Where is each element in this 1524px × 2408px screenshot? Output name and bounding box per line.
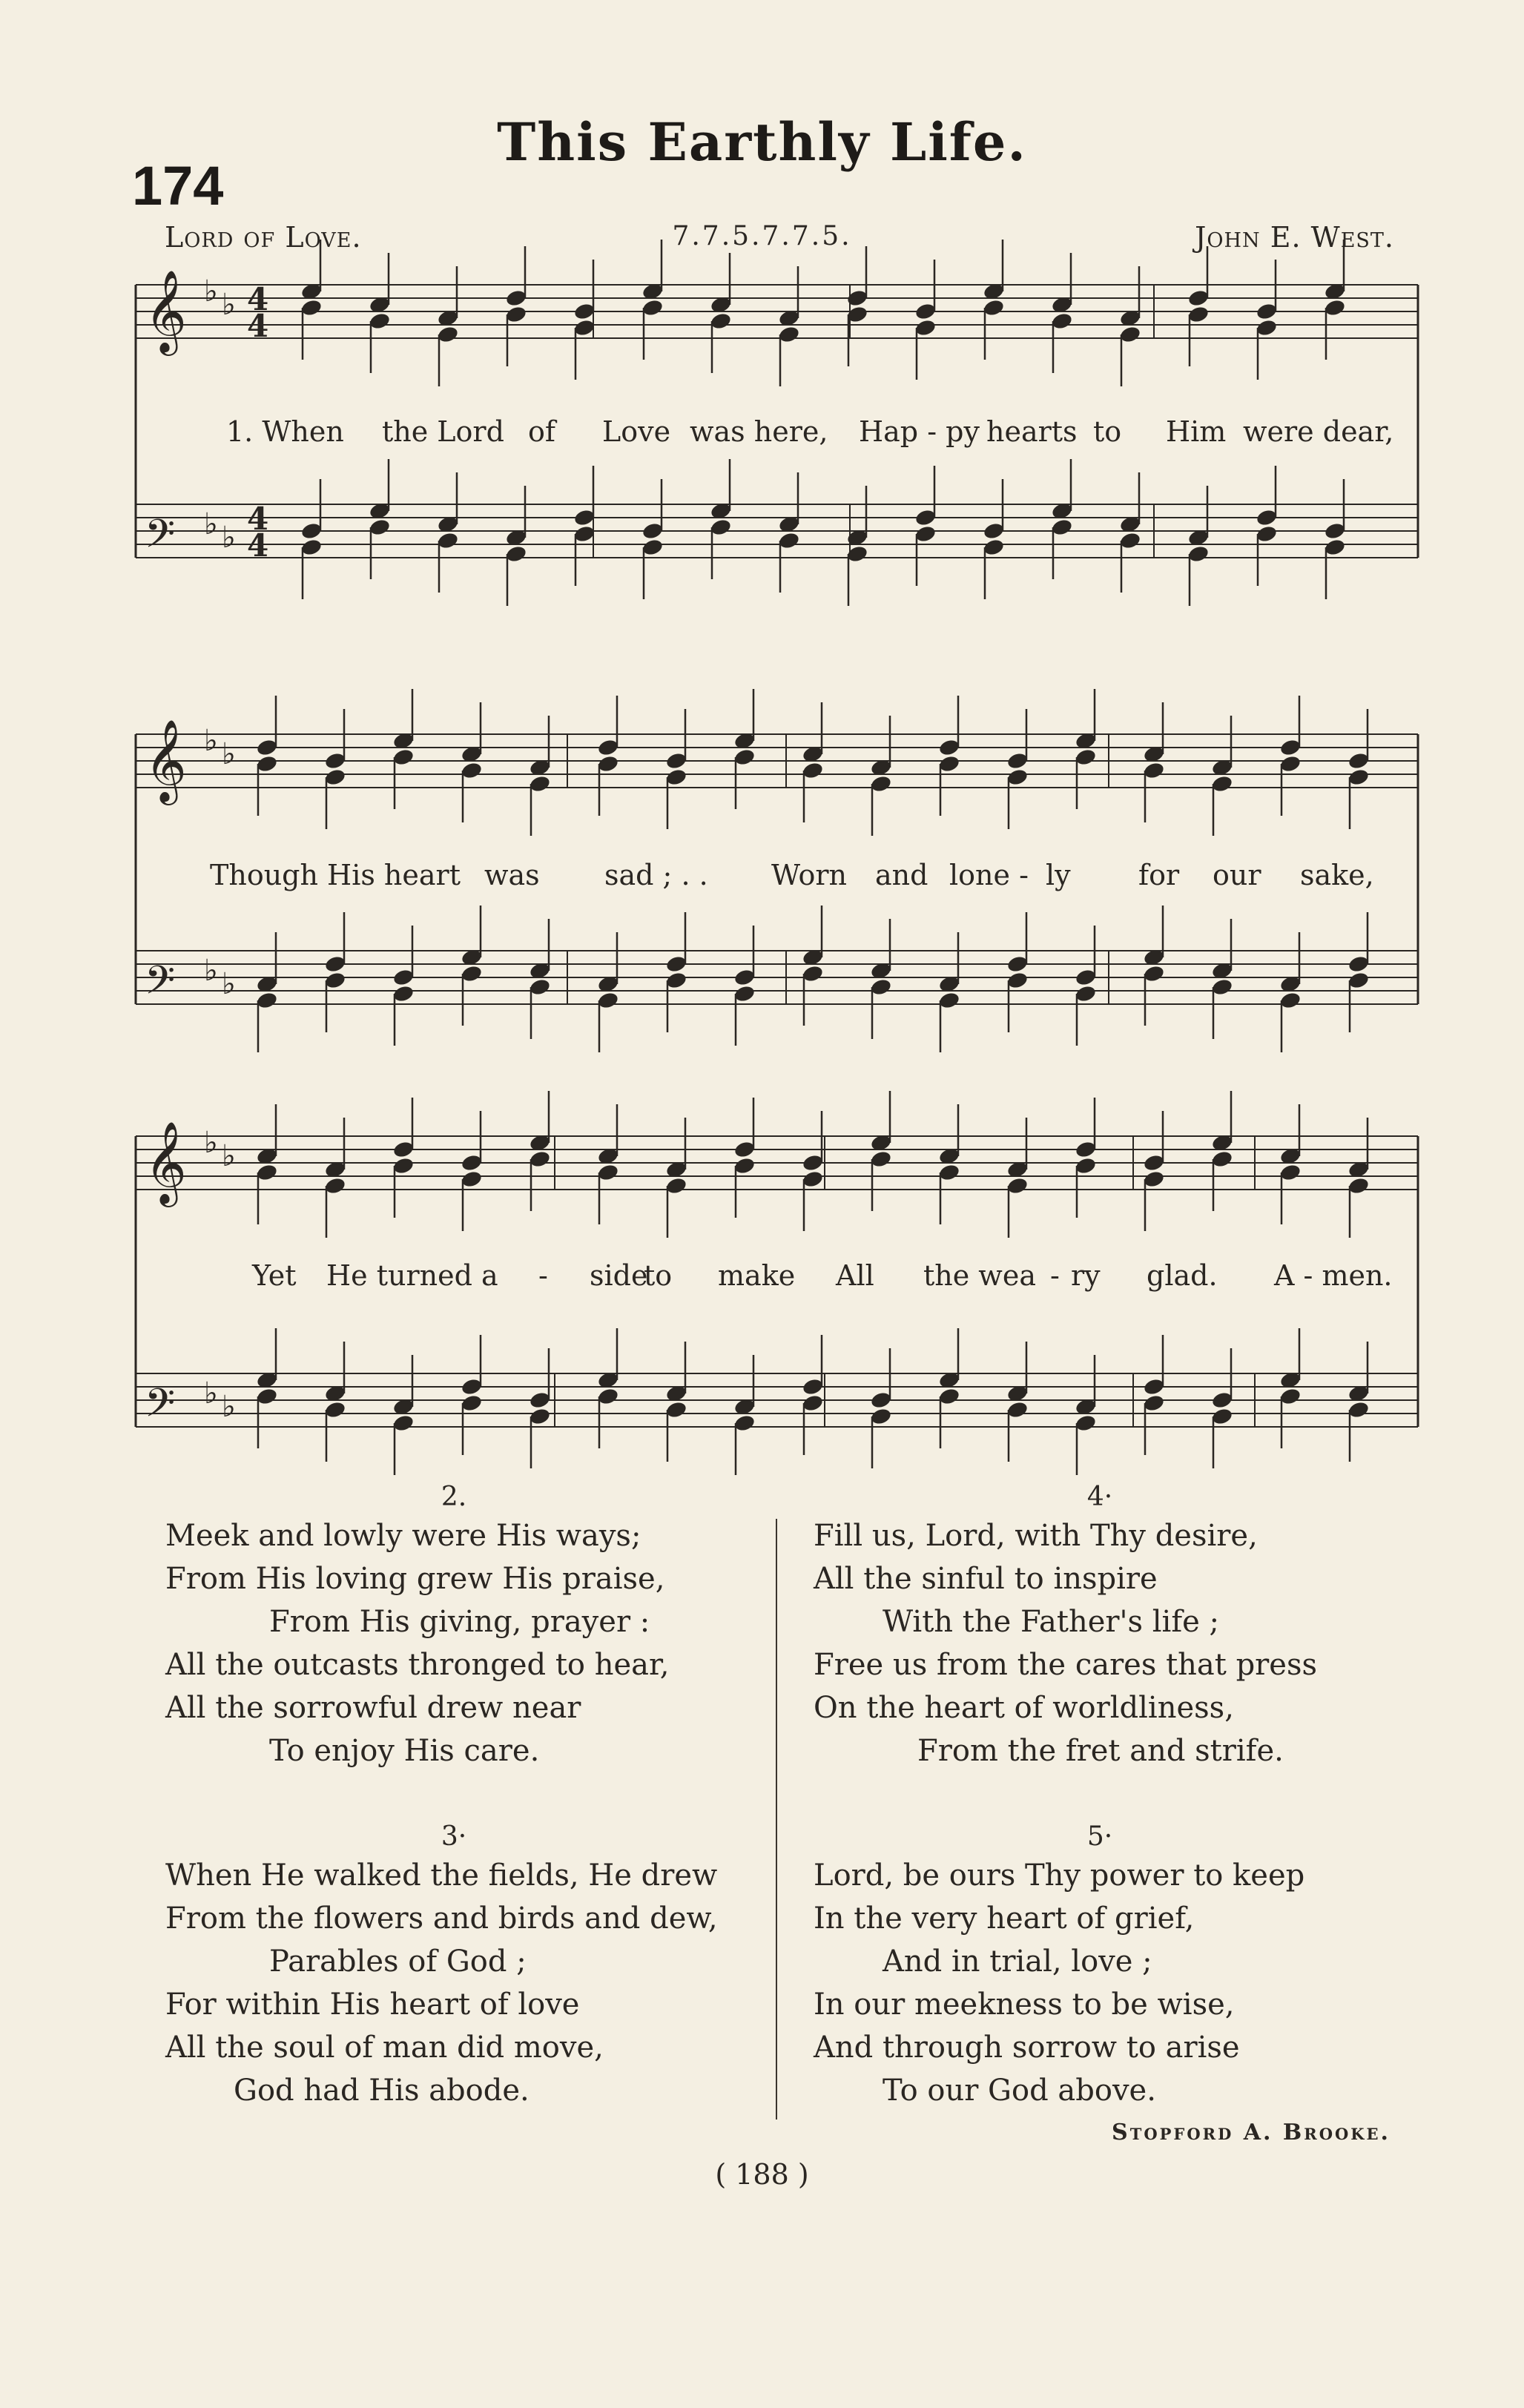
lyric: make	[718, 1259, 796, 1292]
note-head	[529, 1391, 552, 1410]
note-head	[324, 1400, 347, 1419]
note-head	[324, 971, 347, 990]
note-head	[324, 1176, 347, 1195]
note-head	[1256, 524, 1279, 544]
bass-clef-icon: 𝄢	[145, 958, 176, 1013]
treble-clef-icon: 𝄞	[145, 1121, 187, 1204]
note-head	[778, 325, 801, 344]
note-head	[1279, 754, 1302, 773]
note-head	[1051, 518, 1074, 537]
lyric: of	[528, 415, 555, 448]
note-head	[392, 748, 415, 767]
note-head	[914, 524, 937, 544]
note-head	[324, 751, 347, 771]
note-head	[369, 311, 392, 331]
note-head	[573, 302, 596, 321]
note-head	[1256, 318, 1279, 337]
verse-line: For within His heart of love	[165, 1988, 580, 2022]
lyric: He turned a	[326, 1259, 498, 1292]
note-head	[1143, 1377, 1166, 1396]
flat-icon: ♭	[222, 967, 236, 1001]
note-head	[461, 1377, 484, 1396]
note-head	[938, 1163, 961, 1182]
lyric: ly	[1046, 859, 1071, 891]
note-head	[256, 754, 279, 773]
verse-line: In our meekness to be wise,	[814, 1988, 1235, 2022]
note-head	[597, 1387, 620, 1406]
note-head	[641, 298, 664, 317]
note-head	[665, 1400, 688, 1419]
lyric: lone -	[949, 859, 1029, 891]
note-head	[1006, 751, 1029, 771]
note-head	[437, 531, 460, 550]
lyric: Worn	[771, 859, 847, 891]
page-title: This Earthly Life.	[497, 111, 1027, 173]
note-head	[641, 538, 664, 557]
note-head	[392, 1414, 415, 1433]
flat-icon: ♭	[204, 724, 218, 758]
note-head	[505, 305, 528, 324]
note-head	[665, 1176, 688, 1195]
note-head	[1279, 1387, 1302, 1406]
note-head	[802, 964, 825, 983]
note-head	[1006, 954, 1029, 974]
verse-line: When He walked the fields, He drew	[165, 1858, 718, 1893]
flat-icon: ♭	[222, 1390, 236, 1424]
note-head	[938, 754, 961, 773]
note-head	[1075, 1156, 1098, 1175]
meter: 7.7.5.7.7.5.	[672, 221, 852, 251]
verse-line: And through sorrow to arise	[814, 2031, 1240, 2065]
note-head	[1256, 508, 1279, 527]
note-head	[870, 977, 893, 997]
flat-icon: ♭	[204, 1376, 218, 1411]
note-head	[505, 288, 528, 308]
flat-icon: ♭	[222, 288, 236, 322]
column-divider	[776, 1519, 777, 2120]
note-head	[1347, 1176, 1370, 1195]
verse-line: In the very heart of grief,	[814, 1901, 1195, 1936]
note-head	[914, 318, 937, 337]
note-head	[461, 1393, 484, 1413]
lyric: for	[1138, 859, 1180, 891]
lyric: Hap - py	[859, 415, 980, 448]
note-head	[324, 768, 347, 787]
note-head	[461, 1170, 484, 1189]
verse-line: From the flowers and birds and dew,	[165, 1901, 718, 1936]
verse-line: All the sinful to inspire	[814, 1562, 1158, 1596]
note-head	[870, 1391, 893, 1410]
note-head	[1119, 325, 1142, 344]
lyric: hearts	[986, 415, 1078, 448]
lyric: A - men.	[1274, 1259, 1393, 1292]
note-head	[1187, 544, 1210, 564]
note-head	[1187, 305, 1210, 324]
note-head	[983, 538, 1006, 557]
flat-icon: ♭	[204, 954, 218, 988]
note-head	[1256, 302, 1279, 321]
note-head	[437, 325, 460, 344]
lyric: the Lord	[382, 415, 504, 448]
lyric: All	[836, 1259, 874, 1292]
note-head	[392, 1140, 415, 1159]
note-head	[392, 984, 415, 1003]
verse-line: Free us from the cares that press	[814, 1648, 1318, 1682]
lyric: to	[1093, 415, 1122, 448]
note-head	[733, 1140, 756, 1159]
note-head	[300, 298, 323, 317]
note-head	[597, 1163, 620, 1182]
note-head	[1075, 1140, 1098, 1159]
verse-line: All the soul of man did move,	[165, 2031, 604, 2065]
note-head	[1324, 521, 1347, 541]
hymn-number: 174	[132, 155, 224, 217]
note-head	[597, 754, 620, 773]
note-head	[1347, 751, 1370, 771]
note-head	[300, 521, 323, 541]
flat-icon: ♭	[204, 507, 218, 541]
note-head	[665, 954, 688, 974]
stanza-number: 2.	[441, 1482, 467, 1512]
lyric: sad ; . .	[604, 859, 708, 891]
verse-line: From the fret and strife.	[917, 1734, 1284, 1768]
note-head	[256, 1163, 279, 1182]
note-head	[802, 1153, 825, 1172]
flat-icon: ♭	[222, 521, 236, 555]
note-head	[1347, 768, 1370, 787]
tune-name: Lord of Love.	[165, 221, 362, 254]
verse-line: All the outcasts thronged to hear,	[165, 1648, 670, 1682]
note-head	[1143, 761, 1166, 780]
note-head	[573, 508, 596, 527]
note-head	[983, 521, 1006, 541]
stanza-number: 5·	[1086, 1821, 1113, 1852]
note-head	[1075, 748, 1098, 767]
note-head	[324, 954, 347, 974]
note-head	[597, 738, 620, 757]
note-head	[1279, 1163, 1302, 1182]
bass-clef-icon: 𝄢	[145, 512, 176, 567]
lyric: Though His heart	[210, 859, 461, 891]
lyric: sake,	[1300, 859, 1374, 891]
note-head	[529, 1149, 552, 1169]
note-head	[461, 1153, 484, 1172]
verse-line: God had His abode.	[234, 2074, 530, 2108]
note-head	[665, 768, 688, 787]
note-head	[461, 964, 484, 983]
verse-line: From His loving grew His praise,	[165, 1562, 665, 1596]
verse-line: And in trial, love ;	[883, 1944, 1152, 1979]
note-head	[665, 971, 688, 990]
verse-line: On the heart of worldliness,	[814, 1691, 1234, 1725]
note-head	[778, 531, 801, 550]
note-head	[1143, 1393, 1166, 1413]
note-head	[392, 1156, 415, 1175]
note-head	[1143, 1170, 1166, 1189]
lyric: 1. When	[226, 415, 344, 448]
note-head	[733, 748, 756, 767]
note-head	[1347, 971, 1370, 990]
note-head	[733, 984, 756, 1003]
lyric: and	[875, 859, 928, 891]
lyric: was	[484, 859, 540, 891]
verse-line: From His giving, prayer :	[269, 1605, 650, 1639]
note-head	[938, 738, 961, 757]
lyric: our	[1213, 859, 1261, 891]
note-head	[529, 1407, 552, 1426]
note-head	[529, 977, 552, 997]
lyric: -	[538, 1259, 548, 1292]
time-signature: 4	[247, 501, 269, 537]
note-head	[733, 968, 756, 987]
verse-line: To our God above.	[883, 2074, 1156, 2108]
note-head	[1324, 538, 1347, 557]
note-head	[461, 761, 484, 780]
note-head	[300, 538, 323, 557]
note-head	[1279, 738, 1302, 757]
note-head	[1143, 1153, 1166, 1172]
note-head	[1211, 774, 1234, 794]
bass-clef-icon: 𝄢	[145, 1381, 176, 1436]
note-head	[802, 1393, 825, 1413]
lyric: were dear,	[1243, 415, 1394, 448]
note-head	[641, 521, 664, 541]
note-head	[1211, 1391, 1234, 1410]
treble-clef-icon: 𝄞	[145, 269, 187, 352]
lyric: side	[590, 1259, 648, 1292]
note-head	[1075, 984, 1098, 1003]
note-head	[256, 738, 279, 757]
stanza-number: 3·	[441, 1821, 467, 1852]
note-head	[710, 518, 733, 537]
note-head	[1347, 1400, 1370, 1419]
note-head	[1211, 1149, 1234, 1169]
note-head	[1006, 1400, 1029, 1419]
flat-icon: ♭	[222, 1139, 236, 1173]
note-head	[914, 508, 937, 527]
note-head	[1119, 531, 1142, 550]
note-head	[983, 298, 1006, 317]
verse-line: With the Father's life ;	[883, 1605, 1219, 1639]
lyric: ry	[1071, 1259, 1101, 1292]
note-head	[914, 302, 937, 321]
time-signature: 4	[247, 527, 269, 564]
note-head	[1075, 968, 1098, 987]
note-head	[733, 1414, 756, 1433]
note-head	[870, 774, 893, 794]
note-head	[665, 751, 688, 771]
note-head	[573, 318, 596, 337]
note-head	[256, 1387, 279, 1406]
note-head	[256, 991, 279, 1010]
page-number: ( 188 )	[715, 2158, 809, 2191]
note-head	[1279, 991, 1302, 1010]
note-head	[1006, 1176, 1029, 1195]
lyric: Him	[1166, 415, 1227, 448]
lyric: the wea	[923, 1259, 1036, 1292]
note-head	[1187, 288, 1210, 308]
note-head	[369, 518, 392, 537]
lyric: -	[1050, 1259, 1060, 1292]
composer: John E. West.	[1195, 221, 1394, 254]
treble-clef-icon: 𝄞	[145, 719, 187, 802]
time-signature: 4	[247, 308, 269, 344]
note-head	[1324, 298, 1347, 317]
lyric: was here,	[690, 415, 828, 448]
verse-line: Lord, be ours Thy power to keep	[814, 1858, 1305, 1893]
note-head	[505, 544, 528, 564]
lyric: glad.	[1147, 1259, 1218, 1292]
note-head	[870, 1149, 893, 1169]
note-head	[1347, 954, 1370, 974]
verse-line: To enjoy His care.	[269, 1734, 540, 1768]
stanza-number: 4·	[1086, 1482, 1113, 1512]
lyric: Yet	[252, 1259, 297, 1292]
verse-line: Fill us, Lord, with Thy desire,	[814, 1519, 1258, 1553]
verse-line: All the sorrowful drew near	[165, 1691, 581, 1725]
flat-icon: ♭	[222, 737, 236, 771]
note-head	[802, 1170, 825, 1189]
note-head	[802, 1377, 825, 1396]
note-head	[529, 774, 552, 794]
note-head	[1051, 311, 1074, 331]
lyric: to	[644, 1259, 673, 1292]
flat-icon: ♭	[204, 274, 218, 309]
note-head	[938, 1387, 961, 1406]
lyric: Love	[602, 415, 671, 448]
flat-icon: ♭	[204, 1126, 218, 1160]
note-head	[392, 968, 415, 987]
note-head	[1075, 1414, 1098, 1433]
note-head	[1006, 971, 1029, 990]
time-signature: 4	[247, 281, 269, 317]
note-head	[733, 1156, 756, 1175]
note-head	[870, 1407, 893, 1426]
note-head	[938, 991, 961, 1010]
note-head	[802, 761, 825, 780]
note-head	[597, 991, 620, 1010]
verse-line: Meek and lowly were His ways;	[165, 1519, 641, 1553]
note-head	[1211, 1407, 1234, 1426]
note-head	[1211, 977, 1234, 997]
note-head	[1006, 768, 1029, 787]
note-head	[710, 311, 733, 331]
author-attribution: Stopford A. Brooke.	[1112, 2120, 1391, 2145]
note-head	[1143, 964, 1166, 983]
verse-line: Parables of God ;	[269, 1944, 527, 1979]
note-head	[573, 524, 596, 544]
